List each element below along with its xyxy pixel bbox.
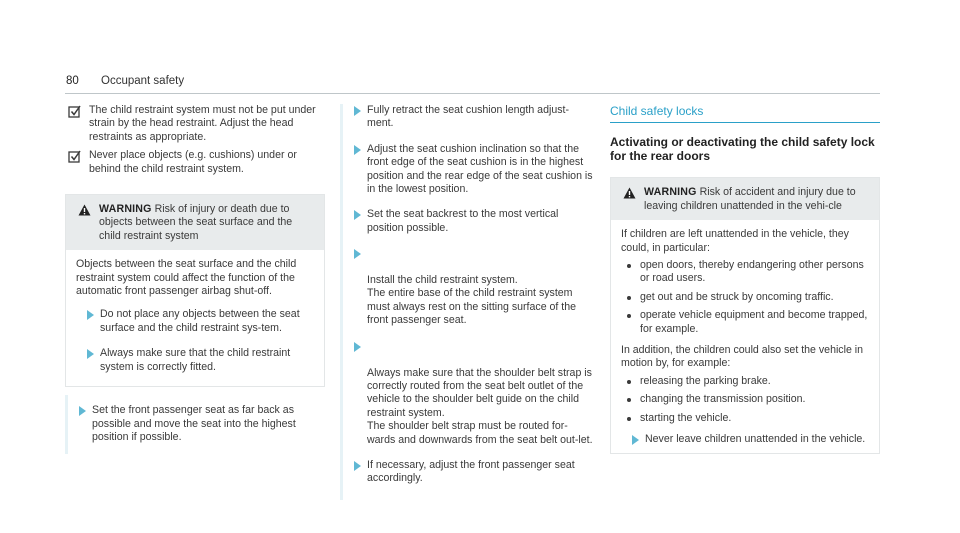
step-text: Set the seat backrest to the most vertical position possible.	[367, 208, 559, 234]
page-number: 80	[66, 75, 79, 87]
step-arrow-icon	[354, 461, 361, 471]
section-title: Occupant safety	[101, 75, 185, 87]
page-header	[65, 72, 880, 94]
instruction-step	[343, 340, 595, 447]
list-item: open doors, thereby endangering other persons or road users.	[621, 259, 869, 286]
step-arrow-icon	[79, 406, 86, 416]
warning-box	[610, 177, 880, 453]
instruction-step	[343, 143, 595, 197]
check-item	[65, 149, 325, 176]
step-block	[340, 104, 595, 500]
step-arrow-icon	[354, 249, 361, 259]
step-text: Install the child restraint system. The entire base of the child restraint system must always rest on the sitting surface of the front passenger seat.	[367, 274, 577, 327]
step-arrow-icon	[354, 342, 361, 352]
bullet-list	[621, 375, 869, 425]
warning-title: Risk of accident and injury due to leaving children unattended in the vehi-cle	[644, 186, 856, 212]
checkbox-check-icon	[68, 150, 81, 163]
step-text: If necessary, adjust the front passenger seat accordingly.	[367, 458, 575, 485]
step-block	[65, 395, 325, 454]
instruction-step	[68, 404, 325, 444]
step-arrow-icon	[87, 310, 94, 320]
section-heading: Activating or deactivating the child safety lock for the rear doors	[610, 135, 875, 164]
step-text: Fully retract the seat cushion length adjust-ment.	[367, 104, 569, 130]
warning-header	[66, 195, 324, 250]
subsection-title: Child safety locks	[610, 105, 880, 123]
instruction-step	[343, 208, 595, 235]
instruction-step	[343, 104, 595, 131]
step-arrow-icon	[632, 435, 639, 445]
warning-word: WARNING	[99, 203, 152, 216]
warning-text: Objects between the seat surface and the child restraint system could affect the function of the automatic front passenger airbag shut-off.	[76, 258, 297, 298]
warning-text: If children are left unattended in the vehicle, they could, in particular:	[621, 228, 849, 254]
instruction-step	[343, 247, 595, 327]
instruction-step	[343, 459, 595, 486]
list-item: get out and be struck by oncoming traffic.	[621, 291, 869, 304]
warning-title: Risk of injury or death due to objects between the seat surface and the child restraint system	[99, 203, 293, 242]
warning-box	[65, 194, 325, 387]
instruction-step	[76, 347, 314, 374]
bullet-list	[621, 259, 869, 336]
warning-word: WARNING	[644, 186, 697, 199]
warning-triangle-icon	[623, 187, 636, 199]
column-3	[610, 104, 880, 454]
column-1	[65, 104, 325, 454]
check-item	[65, 104, 325, 144]
checkbox-check-icon	[68, 105, 81, 118]
step-arrow-icon	[354, 210, 361, 220]
step-text: Never leave children unattended in the vehicle.	[645, 433, 866, 446]
warning-header	[611, 178, 879, 220]
instruction-step	[621, 433, 869, 446]
warning-body	[611, 220, 879, 452]
step-arrow-icon	[87, 349, 94, 359]
step-text: Adjust the seat cushion inclination so that the front edge of the seat cushion is in the highest position and the rear edge of the seat cushion is in the lowest position.	[367, 142, 593, 196]
warning-text: In addition, the children could also set the vehicle in motion by, for example:	[621, 344, 864, 370]
step-text: Always make sure that the shoulder belt strap is correctly routed from the seat belt outlet of the vehicle to the shoulder belt guide on the child restraint system. The shoulder belt strap must be routed for-wards and downwards from the seat belt out-let.	[367, 366, 593, 446]
warning-body	[66, 250, 324, 386]
check-text: The child restraint system must not be put under strain by the head restraint. Adjust the head restraints as appropriate.	[89, 104, 316, 143]
list-item: starting the vehicle.	[621, 412, 869, 425]
step-text: Set the front passenger seat as far back as possible and move the seat into the highest position if possible.	[92, 404, 296, 443]
step-text: Do not place any objects between the seat surface and the child restraint sys-tem.	[100, 308, 300, 334]
list-item: releasing the parking brake.	[621, 375, 869, 388]
step-arrow-icon	[354, 145, 361, 155]
column-2	[340, 104, 595, 500]
instruction-step	[76, 308, 314, 335]
list-item: changing the transmission position.	[621, 393, 869, 406]
step-arrow-icon	[354, 106, 361, 116]
list-item: operate vehicle equipment and become trapped, for example.	[621, 309, 869, 336]
step-text: Always make sure that the child restraint system is correctly fitted.	[100, 347, 291, 373]
warning-triangle-icon	[78, 204, 91, 216]
check-text: Never place objects (e.g. cushions) under or behind the child restraint system.	[89, 149, 297, 175]
